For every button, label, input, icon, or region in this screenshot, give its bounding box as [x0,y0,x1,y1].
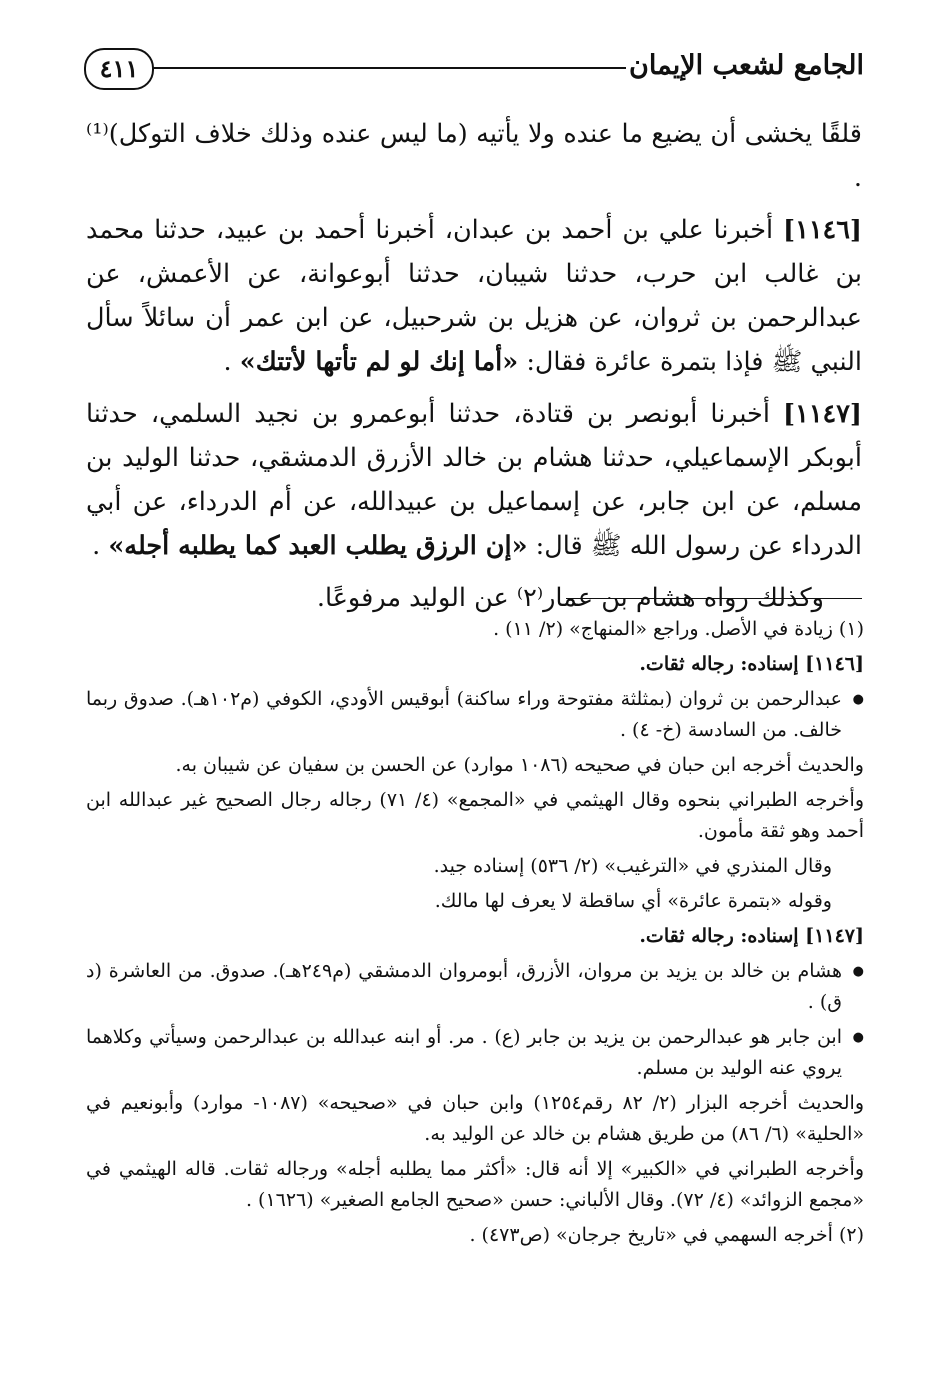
opening-line: قلقًا يخشى أن يضيع ما عنده ولا يأتيه (ما ليس عنده وذلك خلاف التوكل)⁽¹⁾ . [86,119,862,193]
page-number: ٤١١ [84,48,154,90]
hadith-number: [١١٤٧] [783,399,862,429]
hadith-number: [١١٤٦] [783,215,862,245]
note-heading-1146: [١١٤٦] إسناده: رجاله ثقات. [639,653,864,675]
footnote-2: (٢) أخرجه السهمي في «تاريخ جرجان» (ص٤٧٣) . [469,1224,864,1246]
hadith-matn: «أما إنك لو لم تأتها لأتتك» [239,347,519,377]
hadith-matn: «إن الرزق يطلب العبد كما يطلبه أجله» [108,531,528,561]
bullet-item: ● هشام بن خالد بن يزيد بن مروان، الأزرق، أبومروان الدمشقي (م٢٤٩هـ). صدوق. من العاشرة (د ق) . [86,956,864,1018]
footnote-1: (١) زيادة في الأصل. وراجع «المنهاج» (٢/ ١١) . [493,618,864,640]
note-paragraph: والحديث أخرجه ابن حبان في صحيحه (١٠٨٦ موارد) عن الحسن بن سفيان عن شيبان به. [175,754,864,776]
bullet-item: ● عبدالرحمن بن ثروان (بمثلثة مفتوحة وراء ساكنة) أبوقيس الأودي، الكوفي (م١٠٢هـ). صدوق ربما خالف. من السادسة (خ- ٤) . [86,684,864,746]
hadith-isnad: أخبرنا أبونصر بن قتادة، حدثنا أبوعمرو بن نجيد السلمي، حدثنا أبوبكر الإسماعيلي، حدثنا هشام بن خالد الأزرق الدمشقي، حدثنا الوليد بن مسلم، عن ابن جابر، عن إسماعيل بن عبيدالله، عن أم الدرداء، عن أبي الدرداء عن رسول الله ﷺ قال: [86,399,862,561]
note-paragraph: والحديث أخرجه البزار (٢/ ٨٢ رقم١٢٥٤) وابن حبان في «صحيحه» (١٠٨٧- موارد) وأبونعيم في «الحلية» (٦/ ٨٦) من طريق هشام بن خالد عن الوليد به. [86,1092,864,1145]
footnote-separator [566,598,862,599]
note-paragraph: وأخرجه الطبراني في «الكبير» إلا أنه قال: «أكثر مما يطلبه أجله» ورجاله ثقات. قاله الهيثمي في «مجمع الزوائد» (٤/ ٧٢). وقال الألباني: حسن «صحيح الجامع الصغير» (١٦٢٦) . [86,1158,864,1211]
main-text [86,112,862,628]
closing-line: وكذلك رواه هشام بن عمار⁽٢⁾ عن الوليد مرفوعًا. [316,583,824,613]
hadith-1147: [١١٤٧] أخبرنا أبونصر بن قتادة، حدثنا أبوعمرو بن نجيد السلمي، حدثنا أبوبكر الإسماعيلي، حدثنا هشام بن خالد الأزرق الدمشقي، حدثنا الوليد بن مسلم، عن ابن جابر، عن إسماعيل بن عبيدالله، عن أم الدرداء، عن أبي الدرداء عن رسول الله ﷺ قال: «إن الرزق يطلب العبد كما يطلبه أجله» . [86,399,862,561]
bullet-item: ● ابن جابر هو عبدالرحمن بن يزيد بن جابر (ع) . مر. أو ابنه عبدالله بن عبدالرحمن وسيأتي وكلاهما يروي عنه الوليد بن مسلم. [86,1022,864,1084]
page-header [84,40,864,104]
note-heading-1147: [١١٤٧] إسناده: رجاله ثقات. [639,925,864,947]
note-paragraph: وقال المنذري في «الترغيب» (٢/ ٥٣٦) إسناده جيد. [433,855,832,877]
header-rule [152,67,626,69]
note-paragraph: وقوله «بتمرة عائرة» أي ساقطة لا يعرف لها مالك. [434,890,832,912]
hadith-isnad: أخبرنا علي بن أحمد بن عبدان، أخبرنا أحمد بن عبيد، حدثنا محمد بن غالب ابن حرب، حدثنا شيبان، حدثنا أبوعوانة، عن الأعمش، عن عبدالرحمن بن ثروان، عن هزيل بن شرحبيل، عن ابن عمر أن سائلاً سأل النبي ﷺ فإذا بتمرة عائرة فقال: [86,215,862,377]
running-title: الجامع لشعب الإيمان [629,50,864,81]
hadith-1146: [١١٤٦] أخبرنا علي بن أحمد بن عبدان، أخبرنا أحمد بن عبيد، حدثنا محمد بن غالب ابن حرب، حدثنا شيبان، حدثنا أبوعوانة، عن الأعمش، عن عبدالرحمن بن ثروان، عن هزيل بن شرحبيل، عن ابن عمر أن سائلاً سأل النبي ﷺ فإذا بتمرة عائرة فقال: «أما إنك لو لم تأتها لأتتك» . [86,215,862,377]
note-paragraph: وأخرجه الطبراني بنحوه وقال الهيثمي في «المجمع» (٤/ ٧١) رجاله رجال الصحيح غير عبدالله ابن أحمد وهو ثقة مأمون. [86,789,864,842]
footnotes [86,614,864,1255]
